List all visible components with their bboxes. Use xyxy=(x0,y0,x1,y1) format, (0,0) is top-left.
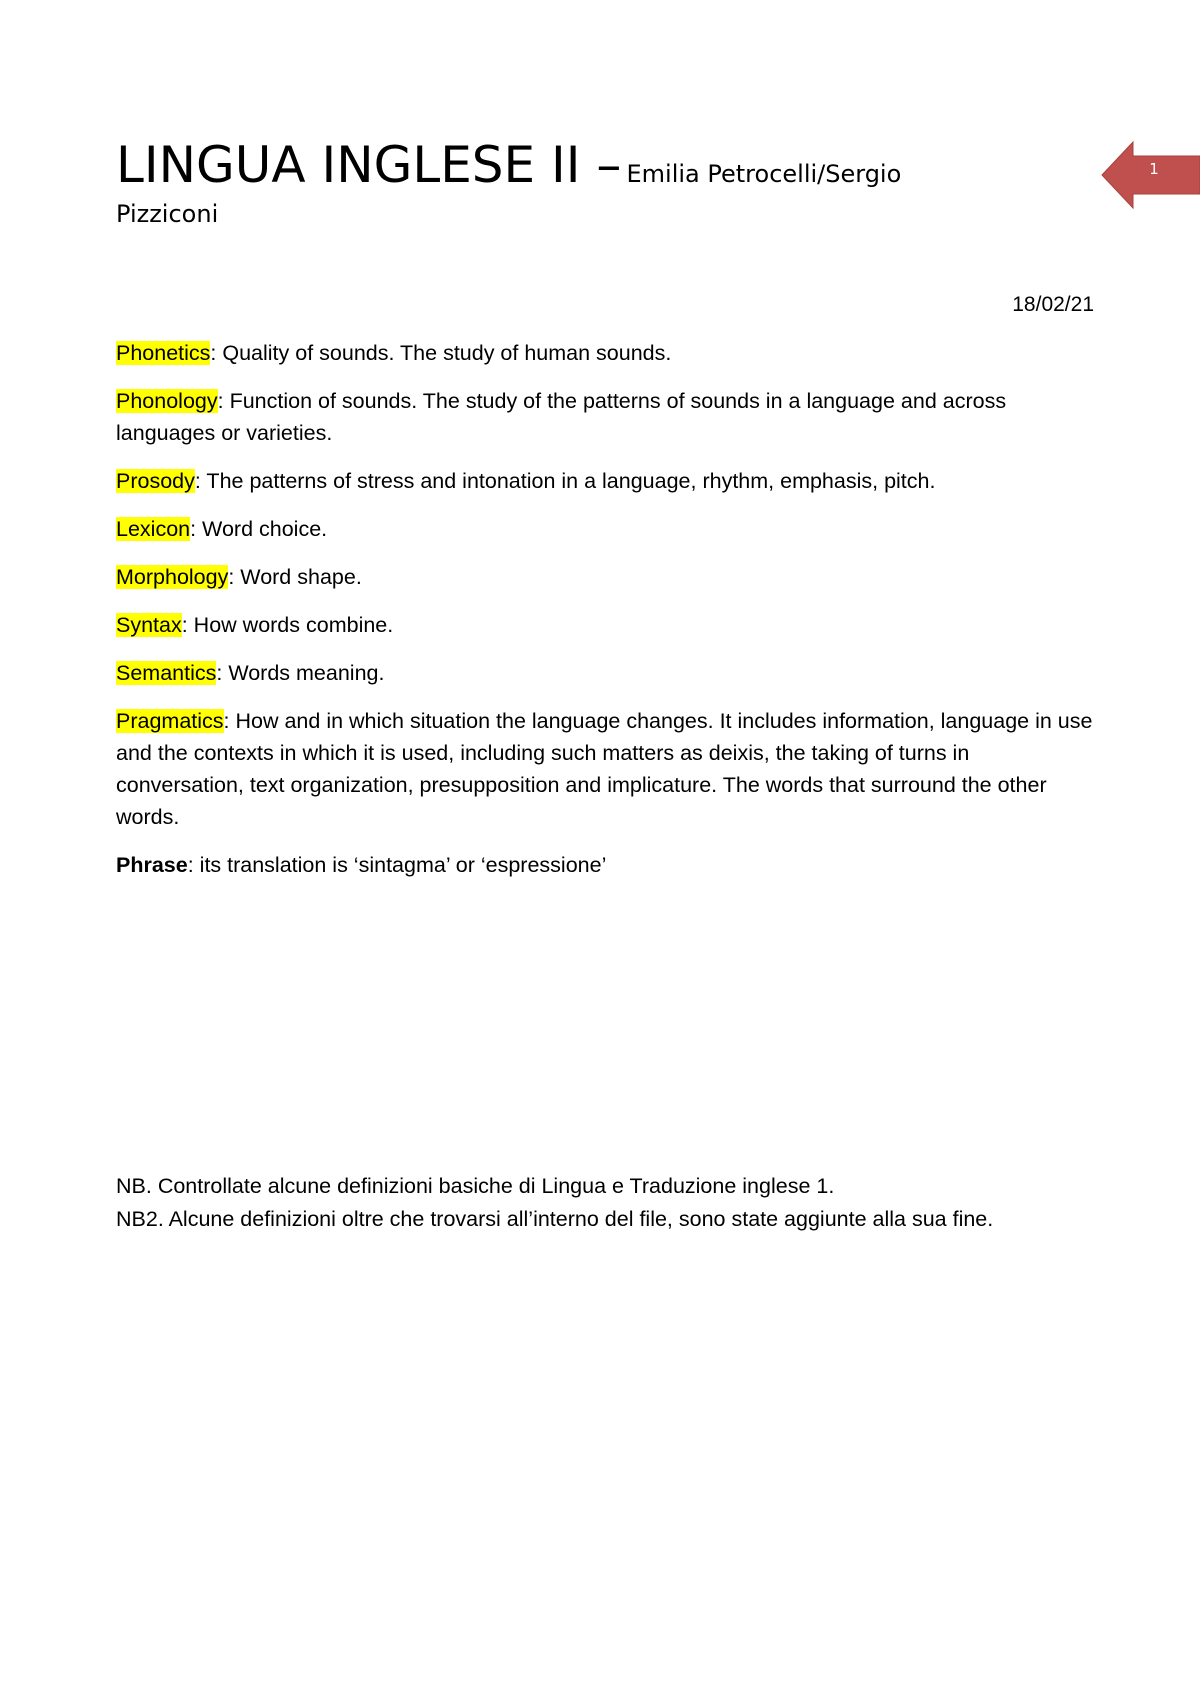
definition-term: Semantics xyxy=(116,661,217,685)
note-line: NB. Controllate alcune definizioni basiche di Lingua e Traduzione inglese 1. xyxy=(116,1174,835,1198)
document-title xyxy=(116,136,1016,228)
definition-term: Phonology xyxy=(116,389,218,413)
title-authors-continued: Pizziconi xyxy=(116,200,219,228)
definition-text: : The patterns of stress and intonation in a language, rhythm, emphasis, pitch. xyxy=(194,469,936,493)
page-number: 1 xyxy=(1149,160,1159,178)
definition-text: : How words combine. xyxy=(181,613,394,637)
definition-text: : Quality of sounds. The study of human sounds. xyxy=(210,341,672,365)
definition-term: Lexicon xyxy=(116,517,191,541)
definition-entry xyxy=(116,849,1101,881)
title-main: LINGUA INGLESE II – xyxy=(116,136,622,194)
definition-entry xyxy=(116,609,1101,641)
definition-text: : Word shape. xyxy=(228,565,362,589)
definition-term: Prosody xyxy=(116,469,195,493)
definition-term: Syntax xyxy=(116,613,182,637)
definition-entry xyxy=(116,337,1101,369)
definition-entry xyxy=(116,657,1101,689)
definition-term: Phonetics xyxy=(116,341,211,365)
notes-block xyxy=(116,1170,1101,1236)
definition-text: : How and in which situation the language changes. It includes information, language in use and the contexts in which it is used, including such matters as deixis, the taking of turns in conversation, text organization, presupposition and implicature. The words that surround the other words. xyxy=(116,709,1093,829)
definition-text: : Function of sounds. The study of the patterns of sounds in a language and across languages or varieties. xyxy=(116,389,1007,445)
definition-entry xyxy=(116,705,1101,833)
definition-entry xyxy=(116,465,1101,497)
definition-entry xyxy=(116,385,1101,449)
note-line: NB2. Alcune definizioni oltre che trovarsi all’interno del file, sono state aggiunte alla sua fine. xyxy=(116,1207,994,1231)
page-number-badge xyxy=(1100,140,1200,210)
document-date: 18/02/21 xyxy=(1012,293,1094,316)
definition-text: : Words meaning. xyxy=(216,661,385,685)
definition-text: : its translation is ‘sintagma’ or ‘espressione’ xyxy=(187,853,607,877)
title-authors: Emilia Petrocelli/Sergio xyxy=(626,160,902,188)
definition-entry xyxy=(116,513,1101,545)
definition-term: Phrase xyxy=(116,853,188,877)
definition-entry xyxy=(116,561,1101,593)
definition-term: Morphology xyxy=(116,565,229,589)
definitions-list xyxy=(116,337,1101,897)
definition-text: : Word choice. xyxy=(190,517,328,541)
definition-term: Pragmatics xyxy=(116,709,224,733)
